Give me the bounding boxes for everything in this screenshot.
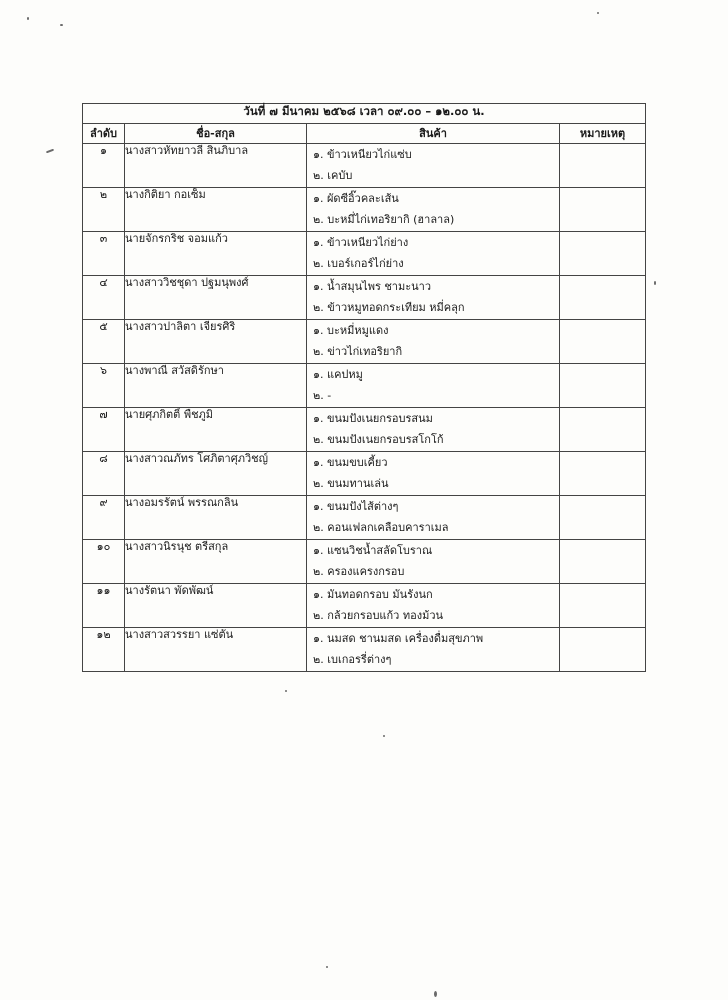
scan-speck — [60, 24, 63, 26]
item-line: ๒. คอนเฟลกเคลือบคาราเมล — [313, 521, 449, 534]
item-line: ๑. ขนมปังเนยกรอบรสนม — [313, 412, 433, 425]
vendor-items — [307, 584, 560, 628]
row-note — [560, 452, 646, 496]
item-line: ๒. - — [313, 389, 332, 402]
row-note — [560, 232, 646, 276]
row-number: ๓ — [83, 232, 125, 276]
item-line: ๒. เบเกอรรี่ต่างๆ — [313, 653, 392, 666]
header-name: ชื่อ-สกุล — [125, 124, 307, 144]
vendor-items — [307, 188, 560, 232]
item-line: ๒. เคบับ — [313, 169, 353, 182]
table-row — [83, 540, 646, 584]
vendor-name: นางสาวณภัทร โศภิตาศุภวิชญ์ — [125, 452, 307, 496]
item-line: ๑. ข้าวเหนียวไก่ย่าง — [313, 236, 409, 249]
table-row — [83, 628, 646, 672]
table-row — [83, 188, 646, 232]
scan-speck — [46, 149, 54, 154]
row-number: ๖ — [83, 364, 125, 408]
vendor-name: นางอมรรัตน์ พรรณกลิ่น — [125, 496, 307, 540]
table-row — [83, 584, 646, 628]
vendor-items — [307, 628, 560, 672]
item-line: ๒. กล้วยกรอบแก้ว ทองม้วน — [313, 609, 444, 622]
item-line: ๑. แคปหมู — [313, 368, 363, 381]
row-note — [560, 628, 646, 672]
header-items: สินค้า — [307, 124, 560, 144]
row-number: ๘ — [83, 452, 125, 496]
row-note — [560, 144, 646, 188]
item-line: ๑. แซนวิชน้ำสลัดโบราณ — [313, 544, 433, 557]
vendor-items — [307, 540, 560, 584]
vendor-items — [307, 144, 560, 188]
vendor-name: นางกิติยา กอเซ็ม — [125, 188, 307, 232]
scan-speck — [27, 17, 29, 20]
table-row — [83, 144, 646, 188]
item-line: ๒. ครองแครงกรอบ — [313, 565, 405, 578]
vendor-items — [307, 452, 560, 496]
item-line: ๑. น้ำสมุนไพร ชามะนาว — [313, 280, 432, 293]
item-line: ๑. ขนมขบเคี้ยว — [313, 456, 388, 469]
vendor-name: นางสาวปาลิตา เจียรศิริ — [125, 320, 307, 364]
scan-speck — [285, 690, 287, 692]
scan-speck — [654, 281, 656, 285]
scan-speck — [597, 12, 599, 14]
vendor-name: นางสาววิชชุดา ปฐมนุพงศ์ — [125, 276, 307, 320]
item-line: ๑. ขนมปังไส้ต่างๆ — [313, 500, 399, 513]
vendor-schedule-table — [82, 103, 646, 672]
vendor-items — [307, 408, 560, 452]
item-line: ๒. ขนมทานเล่น — [313, 477, 389, 490]
row-number: ๔ — [83, 276, 125, 320]
vendor-items — [307, 232, 560, 276]
table-row — [83, 496, 646, 540]
item-line: ๒. บะหมี่ไก่เทอริยากิ (ฮาลาล) — [313, 213, 455, 226]
row-note — [560, 584, 646, 628]
table-row — [83, 232, 646, 276]
vendor-items — [307, 496, 560, 540]
vendor-name: นางสาวสวรรยา แซ่ตัน — [125, 628, 307, 672]
vendor-name: นางพาณี สวัสดิรักษา — [125, 364, 307, 408]
vendor-name: นายจักรกริช จอมแก้ว — [125, 232, 307, 276]
row-note — [560, 496, 646, 540]
header-no: ลำดับ — [83, 124, 125, 144]
vendor-name: นางรัตนา พัดพัฒน์ — [125, 584, 307, 628]
item-line: ๑. บะหมี่หมูแดง — [313, 324, 389, 337]
item-line: ๒. เบอร์เกอร์ไก่ย่าง — [313, 257, 404, 270]
row-number: ๑๑ — [83, 584, 125, 628]
vendor-name: นางสาวหัทยาวลี สินภิบาล — [125, 144, 307, 188]
table-row — [83, 452, 646, 496]
table-row — [83, 320, 646, 364]
vendor-name: นายศุภกิตติ์ พืชภูมิ — [125, 408, 307, 452]
row-number: ๙ — [83, 496, 125, 540]
table-row — [83, 408, 646, 452]
table-row — [83, 276, 646, 320]
row-note — [560, 276, 646, 320]
table-row — [83, 364, 646, 408]
item-line: ๒. ข่าวไก่เทอริยากิ — [313, 345, 403, 358]
row-number: ๗ — [83, 408, 125, 452]
row-number: ๕ — [83, 320, 125, 364]
table-title: วันที่ ๗ มีนาคม ๒๕๖๘ เวลา ๐๙.๐๐ – ๑๒.๐๐ น. — [83, 104, 646, 124]
vendor-items — [307, 276, 560, 320]
row-number: ๒ — [83, 188, 125, 232]
scan-speck — [383, 735, 385, 737]
item-line: ๒. ข้าวหมูทอดกระเทียม หมี่คลุก — [313, 301, 465, 314]
item-line: ๑. ผัดซีอิ๊วคละเส้น — [313, 192, 399, 205]
row-number: ๑๐ — [83, 540, 125, 584]
vendor-name: นางสาวนิรนุช ตรีสกุล — [125, 540, 307, 584]
vendor-items — [307, 364, 560, 408]
row-note — [560, 188, 646, 232]
header-note: หมายเหตุ — [560, 124, 646, 144]
row-number: ๑ — [83, 144, 125, 188]
scan-speck — [326, 966, 328, 968]
item-line: ๑. มันทอดกรอบ มันรังนก — [313, 588, 433, 601]
item-line: ๒. ขนมปังเนยกรอบรสโกโก้ — [313, 433, 444, 446]
row-note — [560, 540, 646, 584]
scan-speck — [434, 991, 437, 997]
item-line: ๑. นมสด ชานมสด เครื่องดื่มสุขภาพ — [313, 632, 484, 645]
row-note — [560, 408, 646, 452]
row-number: ๑๒ — [83, 628, 125, 672]
row-note — [560, 364, 646, 408]
vendor-items — [307, 320, 560, 364]
item-line: ๑. ข้าวเหนียวไก่แซ่บ — [313, 148, 412, 161]
row-note — [560, 320, 646, 364]
